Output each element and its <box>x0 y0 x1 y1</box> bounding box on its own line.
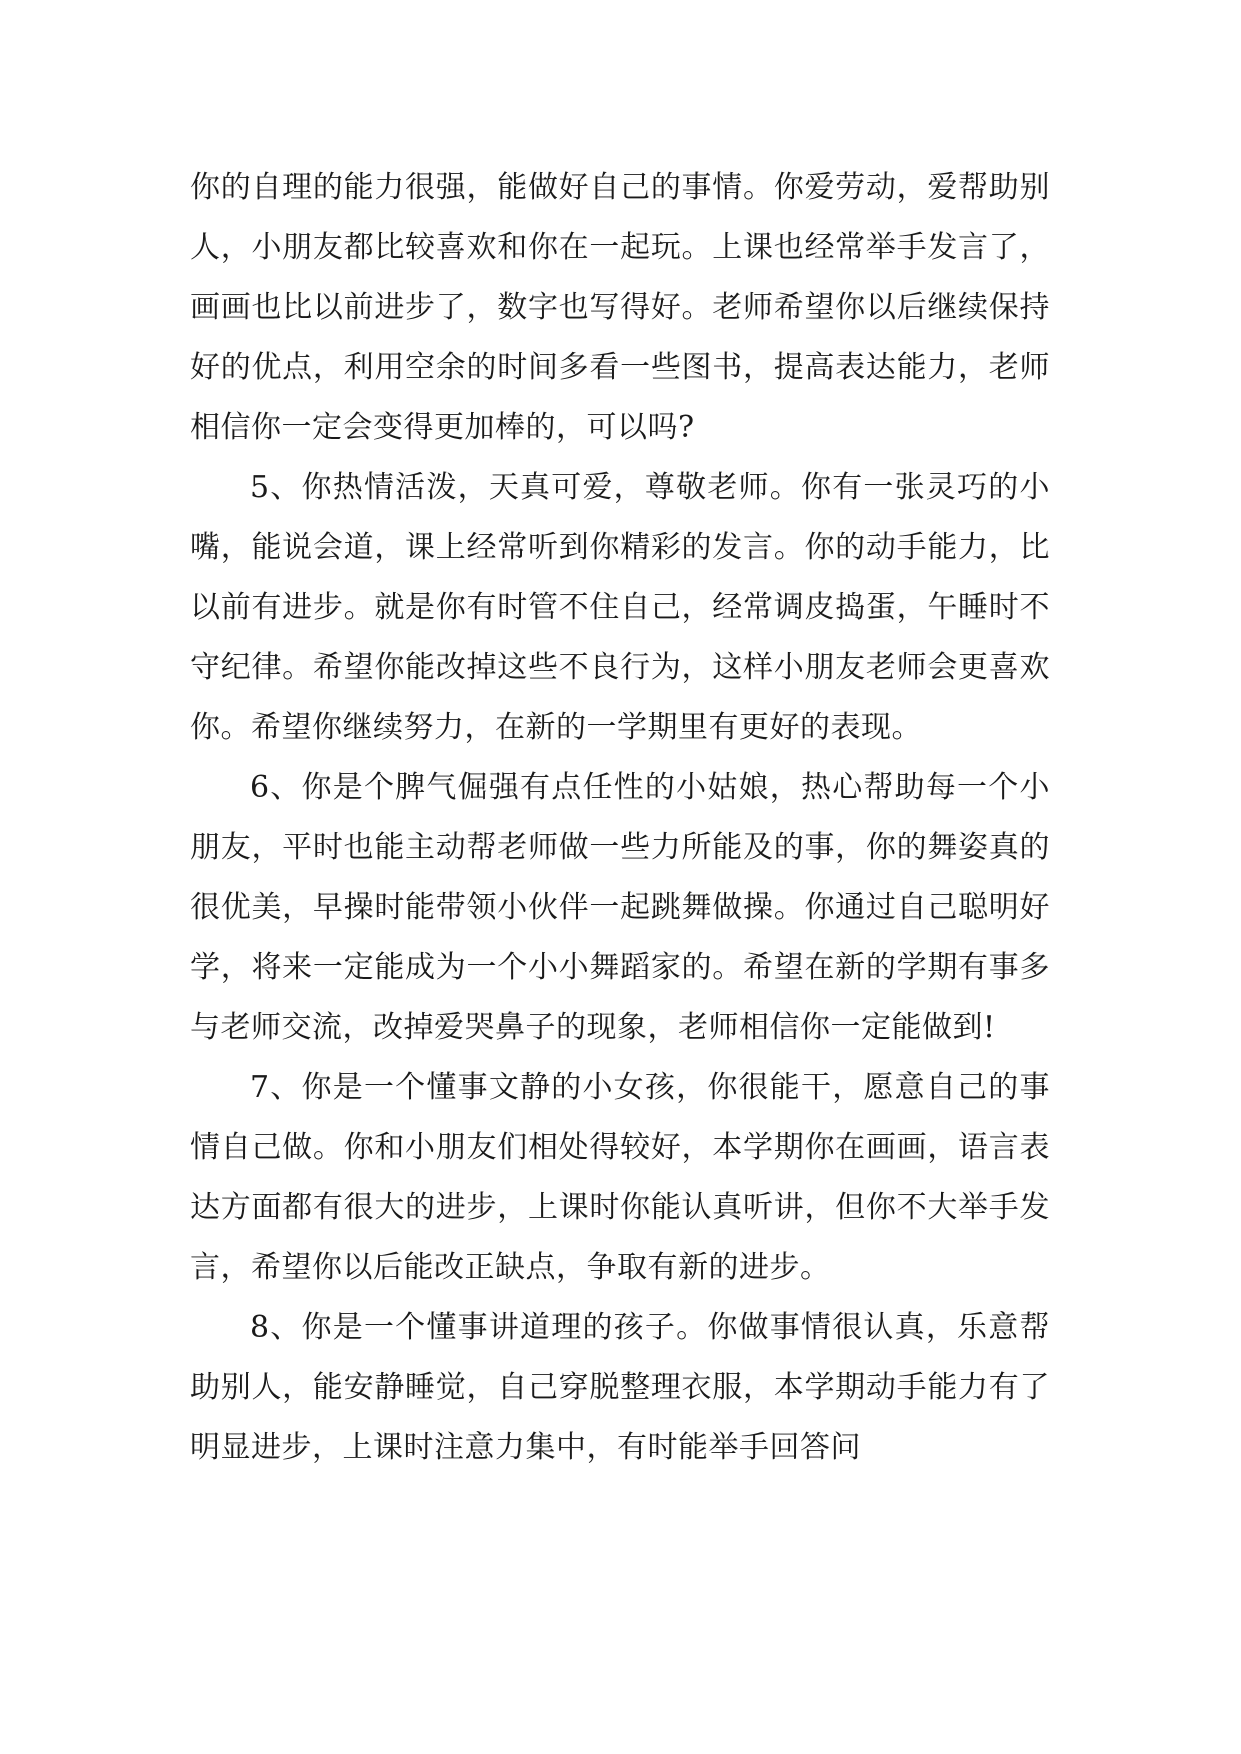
paragraph-continuation: 你的自理的能力很强，能做好自己的事情。你爱劳动，爱帮助别人，小朋友都比较喜欢和你在一起玩。上课也经常举手发言了，画画也比以前进步了，数字也写得好。老师希望你以后继续保持好的优点，利用空余的时间多看一些图书，提高表达能力，老师相信你一定会变得更加棒的，可以吗? <box>190 170 1050 445</box>
paragraph-item-5: 5、你热情活泼，天真可爱，尊敬老师。你有一张灵巧的小嘴，能说会道，课上经常听到你精彩的发言。你的动手能力，比以前有进步。就是你有时管不住自己，经常调皮捣蛋，午睡时不守纪律。希望你能改掉这些不良行为，这样小朋友老师会更喜欢你。希望你继续努力，在新的一学期里有更好的表现。 <box>190 470 1050 745</box>
paragraph-item-6: 6、你是个脾气倔强有点任性的小姑娘，热心帮助每一个小朋友，平时也能主动帮老师做一些力所能及的事，你的舞姿真的很优美，早操时能带领小伙伴一起跳舞做操。你通过自己聪明好学，将来一定能成为一个小小舞蹈家的。希望在新的学期有事多与老师交流，改掉爱哭鼻子的现象，老师相信你一定能做到! <box>190 770 1050 1045</box>
paragraph-item-7: 7、你是一个懂事文静的小女孩，你很能干，愿意自己的事情自己做。你和小朋友们相处得较好，本学期你在画画，语言表达方面都有很大的进步，上课时你能认真听讲，但你不大举手发言，希望你以后能改正缺点，争取有新的进步。 <box>190 1070 1050 1285</box>
paragraph-item-8: 8、你是一个懂事讲道理的孩子。你做事情很认真，乐意帮助别人，能安静睡觉，自己穿脱整理衣服，本学期动手能力有了明显进步，上课时注意力集中，有时能举手回答问 <box>190 1310 1050 1465</box>
body-text <box>190 158 1050 1478</box>
